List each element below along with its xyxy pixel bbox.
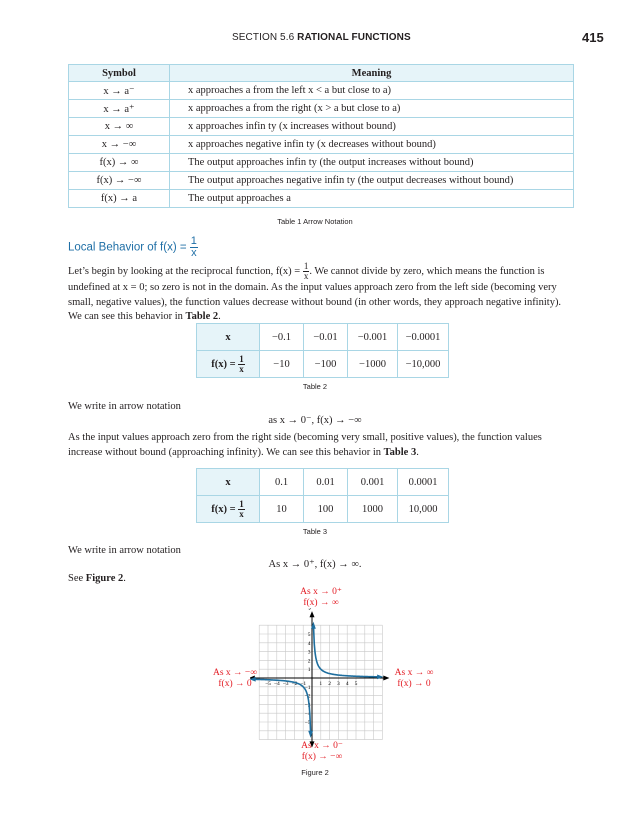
table-row (69, 154, 574, 172)
fx-value-cell: 1000 (348, 496, 398, 523)
symbol-cell: x → −∞ (69, 136, 170, 154)
y-tick-label: −1 (304, 684, 311, 691)
col-header-symbol: Symbol (69, 65, 170, 82)
graph-curves (250, 622, 383, 738)
y-tick-label: −2 (304, 693, 311, 700)
x-tick-label: −1 (300, 681, 307, 687)
meaning-cell: The output approaches negative infin ty (the output decreases without bound) (170, 172, 574, 190)
notation-right: As x → 0⁺, f(x) → ∞. (268, 559, 362, 570)
notation-left: as x → 0⁻, f(x) → −∞ (268, 415, 362, 426)
graph-tick-labels (265, 632, 358, 726)
y-tick-label: 4 (307, 640, 311, 647)
arrow-notation-intro-2: We write in arrow notation (68, 545, 181, 556)
x-tick-label: 1 (319, 681, 323, 687)
fx-value-cell: −1000 (348, 351, 398, 378)
fx-value-cell: −100 (304, 351, 348, 378)
x-tick-label: 3 (337, 681, 340, 687)
fx-value-cell: 100 (304, 496, 348, 523)
symbol-cell: x → a⁻ (69, 82, 170, 100)
table-row (197, 469, 449, 496)
annotation-top: As x → 0⁺ f(x) → ∞ (300, 587, 342, 608)
meaning-cell: x approaches a from the left x < a but close to a) (170, 82, 574, 100)
table-row (197, 496, 449, 523)
y-tick-label: 5 (307, 632, 311, 638)
table-row (69, 100, 574, 118)
fx-value-cell: −10,000 (398, 351, 449, 378)
x-tick-label: −3 (282, 681, 289, 687)
table-2 (196, 323, 449, 378)
y-tick-label: 3 (307, 649, 311, 656)
inline-fraction: $\frac{1}{x}$ (303, 261, 309, 281)
meaning-cell: x approaches a from the right (x > a but close to a) (170, 100, 574, 118)
meaning-cell: The output approaches infin ty (the output increases without bound) (170, 154, 574, 172)
y-tick-label: −3 (304, 702, 311, 709)
x-value-cell: 0.0001 (398, 469, 449, 496)
fx-header-cell: f(x) = $\frac{1}{x}$ (197, 496, 260, 523)
annotation-left: As x → −∞ f(x) → 0 (212, 668, 258, 689)
x-tick-label: 5 (354, 681, 358, 687)
x-tick-label: −2 (291, 681, 298, 687)
x-tick-label: 2 (328, 681, 331, 687)
y-axis-arrow-up (310, 611, 315, 617)
symbol-cell: f(x) → a (69, 190, 170, 208)
fx-header-cell: f(x) = $\frac{1}{x}$ (197, 351, 260, 378)
table2-reference: Table 2 (185, 311, 219, 322)
paragraph-reciprocal-intro: Let’s begin by looking at the reciprocal function, f(x) = $\frac{1}{x}$ . We cannot divide by zero, which means the function is undefined at x = 0; so zero is not in the domain. As the input values approach zero from the left side (becoming very small, negative values), the function values decrease without bound (in other words, they approach negative infinity). We can see this behavior in Table 2. (68, 261, 562, 322)
x-value-cell: −0.01 (304, 324, 348, 351)
fx-value-cell: 10,000 (398, 496, 449, 523)
table1-caption: Table 1 Arrow Notation (277, 217, 353, 226)
x-value-cell: −0.1 (260, 324, 304, 351)
x-tick-label: −5 (265, 681, 271, 687)
table-row (69, 82, 574, 100)
table3-reference: Table 3 (383, 446, 417, 458)
y-tick-label: 2 (307, 658, 311, 665)
header-section: SECTION 5.6 RATIONAL FUNCTIONS (232, 32, 411, 43)
reciprocal-graph (250, 608, 390, 748)
graph-axes (250, 608, 390, 748)
paragraph-right-side: As the input values approach zero from the right side (becoming very small, positive values), the function values increase without bound (approaching infinity). We can see this behavior in Table 3. (68, 432, 542, 458)
x-value-cell: 0.001 (348, 469, 398, 496)
table-row (69, 118, 574, 136)
x-value-cell: 0.01 (304, 469, 348, 496)
x-value-cell: −0.0001 (398, 324, 449, 351)
table-3 (196, 468, 449, 523)
x-value-cell: −0.001 (348, 324, 398, 351)
y-tick-label: −5 (304, 720, 311, 726)
header-title: RATIONAL FUNCTIONS (297, 32, 411, 43)
symbol-cell: f(x) → −∞ (69, 172, 170, 190)
x-header-cell: x (197, 324, 260, 351)
x-header-cell: x (197, 469, 260, 496)
see-figure-line: See Figure 2. (68, 573, 126, 584)
fx-fraction: $\frac{1}{x}$ (239, 353, 244, 374)
symbol-cell: x → ∞ (69, 118, 170, 136)
table3-caption: Table 3 (302, 527, 328, 536)
annotation-right: As x → ∞ f(x) → 0 (394, 668, 434, 689)
figure2-caption: Figure 2 (301, 768, 329, 777)
arrow-notation-intro-1: We write in arrow notation (68, 401, 181, 412)
table-header-row (69, 65, 574, 82)
table-row (69, 172, 574, 190)
table-row (197, 324, 449, 351)
x-tick-label: 4 (345, 681, 349, 687)
section-title-fraction: $\frac{1}{x}$ (190, 235, 197, 259)
table-row (197, 351, 449, 378)
fx-value-cell: −10 (260, 351, 304, 378)
meaning-cell: The output approaches a (170, 190, 574, 208)
col-header-meaning: Meaning (170, 65, 574, 82)
page-number: 415 (582, 30, 604, 45)
fx-fraction: $\frac{1}{x}$ (239, 498, 244, 519)
x-tick-label: −4 (273, 681, 280, 687)
table-row (69, 136, 574, 154)
table2-caption: Table 2 (302, 382, 328, 391)
y-tick-label: 1 (307, 667, 311, 674)
running-header (0, 31, 630, 47)
fx-value-cell: 10 (260, 496, 304, 523)
curve-branch-left (254, 679, 311, 733)
annotation-bottom: As x → 0⁻ f(x) → −∞ (301, 741, 343, 762)
meaning-cell: x approaches negative infin ty (x decreases without bound) (170, 136, 574, 154)
y-tick-label: −4 (304, 711, 311, 718)
table-row (69, 190, 574, 208)
x-value-cell: 0.1 (260, 469, 304, 496)
section-title: Local Behavior of f(x) = $\frac{1}{x}$ (68, 235, 197, 259)
arrow-notation-table (68, 64, 574, 208)
meaning-cell: x approaches infin ty (x increases without bound) (170, 118, 574, 136)
figure2-reference: Figure 2 (85, 573, 124, 584)
symbol-cell: f(x) → ∞ (69, 154, 170, 172)
symbol-cell: x → a⁺ (69, 100, 170, 118)
